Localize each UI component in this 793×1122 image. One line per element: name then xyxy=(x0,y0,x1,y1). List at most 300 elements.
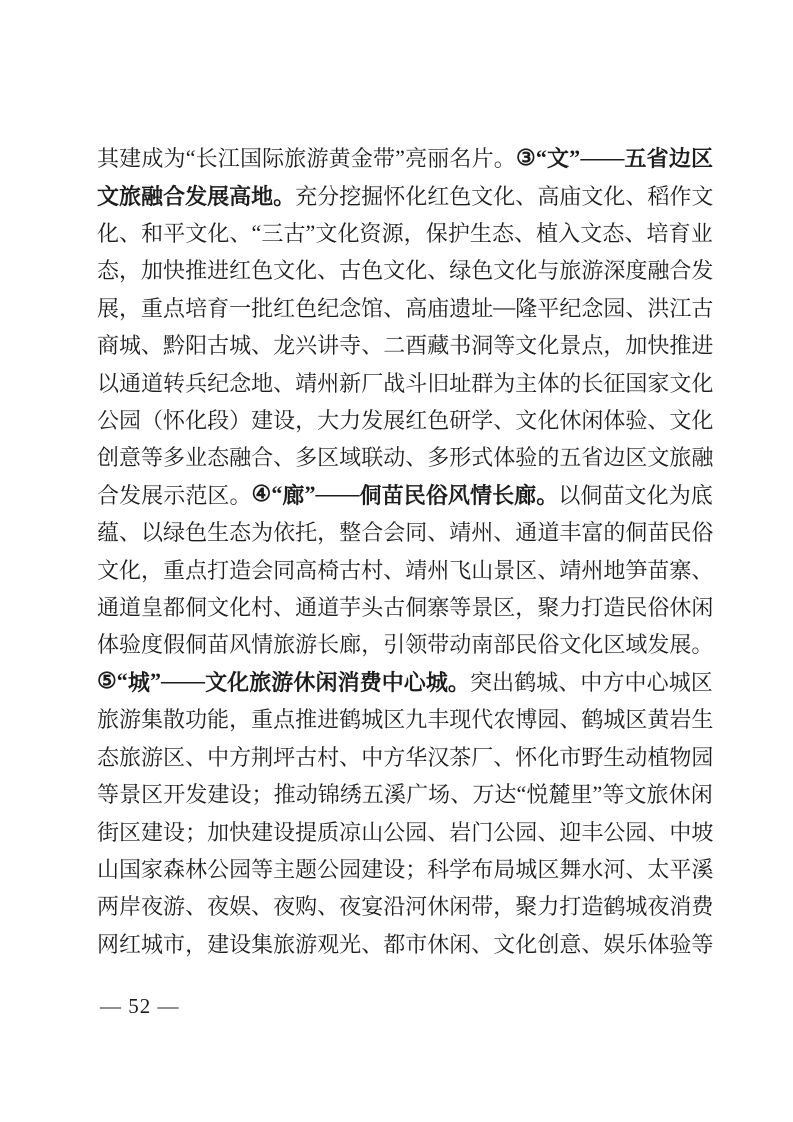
char: 提 xyxy=(295,819,318,845)
char: 色 xyxy=(295,295,318,321)
char: 河 xyxy=(405,894,428,920)
char: 一 xyxy=(229,295,252,321)
char: 区 xyxy=(163,744,186,770)
char: 五 xyxy=(559,445,582,471)
paragraph xyxy=(97,139,713,962)
char: 园 xyxy=(339,856,362,882)
char: 城 xyxy=(361,707,384,733)
char: 化 xyxy=(537,408,560,434)
char: 门 xyxy=(471,819,494,845)
char: 阳 xyxy=(185,333,208,359)
char: 红 xyxy=(229,258,252,284)
char: 农 xyxy=(493,707,516,733)
char: 方 xyxy=(383,744,406,770)
char: 侗 xyxy=(405,595,428,621)
char: 馆 xyxy=(361,295,384,321)
char: 建 xyxy=(251,408,274,434)
char: 区 xyxy=(207,482,230,508)
bold-char: 情 xyxy=(470,482,493,508)
char: 文 xyxy=(515,408,538,434)
char: 育 xyxy=(668,221,691,247)
char: 创 xyxy=(537,931,560,957)
text-line xyxy=(97,176,713,213)
char: 园 xyxy=(119,408,142,434)
char: 长 xyxy=(195,146,218,172)
char: 际 xyxy=(262,146,285,172)
bold-char: 合 xyxy=(163,183,186,209)
char: 文 xyxy=(559,632,582,658)
char: 验 xyxy=(669,931,692,957)
char: 合 xyxy=(361,520,384,546)
bold-char: 发 xyxy=(185,183,208,209)
char: 荆 xyxy=(251,744,274,770)
char: ， xyxy=(119,258,142,284)
char: 兴 xyxy=(295,333,318,359)
char: 闲 xyxy=(691,595,714,621)
char: 同 xyxy=(273,557,296,583)
char: 点 xyxy=(185,557,208,583)
char: 俗 xyxy=(647,595,670,621)
bold-char: 高 xyxy=(229,183,252,209)
bold-char: 风 xyxy=(447,482,470,508)
bold-char: 心 xyxy=(403,669,426,695)
char: 夜 xyxy=(273,894,296,920)
char: 、 xyxy=(361,333,384,359)
char: 山 xyxy=(97,856,120,882)
char: 靖 xyxy=(405,557,428,583)
char: 网 xyxy=(97,931,120,957)
char: 园 xyxy=(515,819,538,845)
char: 文 xyxy=(273,258,296,284)
char: 科 xyxy=(427,856,450,882)
char: 中 xyxy=(669,819,692,845)
char: 藏 xyxy=(427,333,450,359)
char: 、 xyxy=(493,744,516,770)
char: 化 xyxy=(295,258,318,284)
char: 茶 xyxy=(449,744,472,770)
char: 进 xyxy=(207,258,230,284)
char: 坪 xyxy=(273,744,296,770)
char: 锦 xyxy=(317,782,340,808)
text-line xyxy=(97,401,713,438)
char: 长 xyxy=(581,370,604,396)
char: 情 xyxy=(251,632,274,658)
char: 护 xyxy=(447,221,470,247)
char: 、 xyxy=(317,894,340,920)
char: 、 xyxy=(581,931,604,957)
bold-char: ” xyxy=(304,481,316,507)
char: 里 xyxy=(570,782,593,808)
char: 林 xyxy=(185,856,208,882)
char: 与 xyxy=(537,258,560,284)
char: 园 xyxy=(625,819,648,845)
char: 城 xyxy=(625,894,648,920)
char: 育 xyxy=(207,295,230,321)
char: 区 xyxy=(493,595,516,621)
char: 文 xyxy=(581,183,604,209)
char: 文 xyxy=(580,221,603,247)
char: 文 xyxy=(647,445,670,471)
char: 方 xyxy=(602,669,625,695)
char: 、 xyxy=(493,408,516,434)
char: 文 xyxy=(624,782,647,808)
char: 景 xyxy=(559,333,582,359)
char: 加 xyxy=(625,333,648,359)
char: 宴 xyxy=(361,894,384,920)
char: 庙 xyxy=(559,183,582,209)
char: 街 xyxy=(97,819,120,845)
char: 古 xyxy=(383,595,406,621)
char: 验 xyxy=(515,445,538,471)
char: 合 xyxy=(97,482,120,508)
char: 山 xyxy=(471,557,494,583)
char: 区 xyxy=(515,557,538,583)
char: 化 xyxy=(405,258,428,284)
text-line xyxy=(97,513,713,550)
char: 岸 xyxy=(119,894,142,920)
char: ” xyxy=(395,144,405,170)
char: 纪 xyxy=(207,370,230,396)
char: 文 xyxy=(493,931,516,957)
char: 意 xyxy=(559,931,582,957)
char: 进 xyxy=(317,707,340,733)
char: 段 xyxy=(207,408,230,434)
char: 现 xyxy=(449,707,472,733)
char: 森 xyxy=(163,856,186,882)
char: 山 xyxy=(361,819,384,845)
bold-char: 闲 xyxy=(315,669,338,695)
char: 中 xyxy=(207,744,230,770)
char: 古 xyxy=(691,295,714,321)
char: 古 xyxy=(339,258,362,284)
char: 侗 xyxy=(185,632,208,658)
char: 局 xyxy=(493,856,516,882)
bold-char: 廊 xyxy=(514,482,537,508)
char: 沿 xyxy=(383,894,406,920)
char: 公 xyxy=(383,819,406,845)
char: 色 xyxy=(471,258,494,284)
char: “ xyxy=(185,144,196,170)
char: ， xyxy=(361,632,384,658)
char: ” xyxy=(305,219,316,245)
char: 聚 xyxy=(515,894,538,920)
char: 闲 xyxy=(449,894,472,920)
char: 研 xyxy=(449,408,472,434)
char: 区 xyxy=(625,445,648,471)
char: 假 xyxy=(163,632,186,658)
char: 村 xyxy=(317,744,340,770)
text-line xyxy=(97,363,713,400)
char: 文 xyxy=(315,221,338,247)
char: 万 xyxy=(472,782,495,808)
char: 靖 xyxy=(295,370,318,396)
char: 、 xyxy=(471,931,494,957)
char: 化 xyxy=(119,557,142,583)
char: 、 xyxy=(119,221,142,247)
char: 九 xyxy=(405,707,428,733)
char: 开 xyxy=(163,782,186,808)
char: 设 xyxy=(273,819,296,845)
char: 古 xyxy=(207,333,230,359)
char: 学 xyxy=(471,408,494,434)
char: 太 xyxy=(647,856,670,882)
char: 酉 xyxy=(405,333,428,359)
char: 带 xyxy=(471,894,494,920)
char: 国 xyxy=(119,856,142,882)
char: 为 xyxy=(668,482,691,508)
char: 、 xyxy=(558,669,581,695)
char: 区 xyxy=(625,707,648,733)
bold-char: 。 xyxy=(273,183,296,209)
char: 遗 xyxy=(449,295,472,321)
char: 园 xyxy=(603,295,626,321)
char: 建 xyxy=(251,819,274,845)
char: 黔 xyxy=(163,333,186,359)
char: 景 xyxy=(493,557,516,583)
char: 等 xyxy=(97,782,120,808)
char: 多 xyxy=(427,445,450,471)
char: 城 xyxy=(603,707,626,733)
char: 战 xyxy=(383,370,406,396)
char: 其 xyxy=(97,146,120,172)
char: 化 xyxy=(337,221,360,247)
char: 通 xyxy=(97,595,120,621)
char: 多 xyxy=(295,445,318,471)
char: ， xyxy=(119,295,142,321)
char: 古 xyxy=(339,557,362,583)
text-line xyxy=(97,289,713,326)
char: 黄 xyxy=(647,707,670,733)
char: 快 xyxy=(229,819,252,845)
char: 苗 xyxy=(207,632,230,658)
char: 态 xyxy=(602,221,625,247)
char: 展 xyxy=(669,632,692,658)
char: 南 xyxy=(471,632,494,658)
char: 发 xyxy=(647,632,670,658)
char: ， xyxy=(493,894,516,920)
char: 新 xyxy=(339,370,362,396)
char: 文 xyxy=(383,258,406,284)
char: 培 xyxy=(185,295,208,321)
bold-char: 五 xyxy=(624,146,647,172)
char: 古 xyxy=(283,221,306,247)
char: 式 xyxy=(471,445,494,471)
char: 主 xyxy=(515,370,538,396)
char: 化 xyxy=(97,221,120,247)
char: 高 xyxy=(295,557,318,583)
char: 址 xyxy=(449,370,472,396)
char: 公 xyxy=(603,819,626,845)
char: 建 xyxy=(361,856,384,882)
char: 多 xyxy=(163,445,186,471)
char: 娱 xyxy=(603,931,626,957)
char: 岩 xyxy=(669,707,692,733)
char: 区 xyxy=(690,669,713,695)
char: 融 xyxy=(229,445,252,471)
char: 平 xyxy=(669,856,692,882)
char: 芋 xyxy=(339,595,362,621)
char: 。 xyxy=(229,482,252,508)
char: 广 xyxy=(406,782,429,808)
char: 融 xyxy=(647,258,670,284)
char: 学 xyxy=(449,856,472,882)
char: 快 xyxy=(163,258,186,284)
char: 区 xyxy=(383,707,406,733)
char: 设 xyxy=(163,819,186,845)
char: 高 xyxy=(537,183,560,209)
char: 地 xyxy=(603,557,626,583)
char: 分 xyxy=(317,183,340,209)
char: 代 xyxy=(471,707,494,733)
char: 城 xyxy=(141,931,164,957)
char: 通 xyxy=(119,370,142,396)
char: 的 xyxy=(603,520,626,546)
bold-char: 。 xyxy=(536,482,559,508)
bold-char: —— xyxy=(580,144,625,170)
char: 俗 xyxy=(691,520,714,546)
char: 都 xyxy=(383,931,406,957)
char: 整 xyxy=(339,520,362,546)
char: 资 xyxy=(359,221,382,247)
char: 展 xyxy=(383,408,406,434)
char: 深 xyxy=(603,258,626,284)
char: 金 xyxy=(350,146,373,172)
char: 丽 xyxy=(427,146,450,172)
char: 融 xyxy=(691,445,714,471)
bold-char: 旅 xyxy=(249,669,272,695)
char: 怀 xyxy=(383,183,406,209)
char: 城 xyxy=(536,669,559,695)
char: 设 xyxy=(229,782,252,808)
char: 光 xyxy=(339,931,362,957)
char: 乐 xyxy=(625,931,648,957)
char: 州 xyxy=(471,520,494,546)
char: 动 xyxy=(625,744,648,770)
char: 道 xyxy=(141,370,164,396)
char: 溪 xyxy=(691,856,714,882)
char: 态 xyxy=(207,445,230,471)
char: 力 xyxy=(339,408,362,434)
bold-char: “ xyxy=(271,481,283,507)
char: 动 xyxy=(295,782,318,808)
char: 野 xyxy=(581,744,604,770)
bold-char: 融 xyxy=(141,183,164,209)
char: 平 xyxy=(163,221,186,247)
char: ” xyxy=(592,780,603,806)
char: 三 xyxy=(261,221,284,247)
char: 讲 xyxy=(317,333,340,359)
char: 、 xyxy=(625,295,648,321)
char: 道 xyxy=(317,595,340,621)
char: 化 xyxy=(691,370,714,396)
char: 区 xyxy=(141,782,164,808)
char: 培 xyxy=(646,221,669,247)
char: 动 xyxy=(383,445,406,471)
bold-char: ④ xyxy=(251,481,272,507)
char: 建 xyxy=(207,782,230,808)
bold-char: —— xyxy=(315,481,360,507)
char: ， xyxy=(229,707,252,733)
char: ， xyxy=(141,557,164,583)
char: 兵 xyxy=(185,370,208,396)
char: 绿 xyxy=(449,258,472,284)
char: 会 xyxy=(383,520,406,546)
char: 洪 xyxy=(647,295,670,321)
char: 岩 xyxy=(449,819,472,845)
char: 龙 xyxy=(273,333,296,359)
char: 体 xyxy=(493,445,516,471)
char: 散 xyxy=(163,707,186,733)
char: 怀 xyxy=(515,744,538,770)
char: 点 xyxy=(273,707,296,733)
char: 、 xyxy=(317,258,340,284)
char: 名 xyxy=(449,146,472,172)
char: 领 xyxy=(405,632,428,658)
char: 红 xyxy=(119,931,142,957)
char: 达 xyxy=(494,782,517,808)
char: 色 xyxy=(427,408,450,434)
char: 夜 xyxy=(207,894,230,920)
char: ； xyxy=(251,782,274,808)
char: 、 xyxy=(537,819,560,845)
char: 寨 xyxy=(427,595,450,621)
char: 群 xyxy=(471,370,494,396)
char: — xyxy=(493,294,516,320)
text-line xyxy=(97,550,713,587)
bold-char: “ xyxy=(535,144,547,170)
char: 的 xyxy=(559,370,582,396)
char: 重 xyxy=(163,557,186,583)
char: 会 xyxy=(251,557,274,583)
char: ） xyxy=(229,408,252,434)
char: 文 xyxy=(624,482,647,508)
char: 、 xyxy=(185,894,208,920)
char: 红 xyxy=(273,295,296,321)
char: 公 xyxy=(493,819,516,845)
char: 托 xyxy=(295,520,318,546)
bold-char: 展 xyxy=(207,183,230,209)
bold-char: ⑤ xyxy=(97,668,117,694)
char: 文 xyxy=(669,408,692,434)
char: 等 xyxy=(602,782,625,808)
char: 等 xyxy=(493,333,516,359)
char: 园 xyxy=(405,819,428,845)
char: 、 xyxy=(383,557,406,583)
char: 力 xyxy=(559,595,582,621)
char: 费 xyxy=(691,894,714,920)
bold-char: 。 xyxy=(447,669,470,695)
char: 发 xyxy=(119,482,142,508)
char: 绿 xyxy=(163,520,186,546)
char: 址 xyxy=(471,295,494,321)
char: 观 xyxy=(317,931,340,957)
char: 场 xyxy=(428,782,451,808)
char: 度 xyxy=(625,258,648,284)
char: 闲 xyxy=(581,408,604,434)
char: 、 xyxy=(405,445,428,471)
char: 化 xyxy=(603,183,626,209)
char: 苗 xyxy=(647,520,670,546)
char: 娱 xyxy=(229,894,252,920)
char: 风 xyxy=(229,632,252,658)
char: 动 xyxy=(449,632,472,658)
bold-char: 消 xyxy=(337,669,360,695)
char: 色 xyxy=(361,258,384,284)
char: 旅 xyxy=(273,931,296,957)
char: 业 xyxy=(185,445,208,471)
char: 旅 xyxy=(559,258,582,284)
char: 隆 xyxy=(515,295,538,321)
